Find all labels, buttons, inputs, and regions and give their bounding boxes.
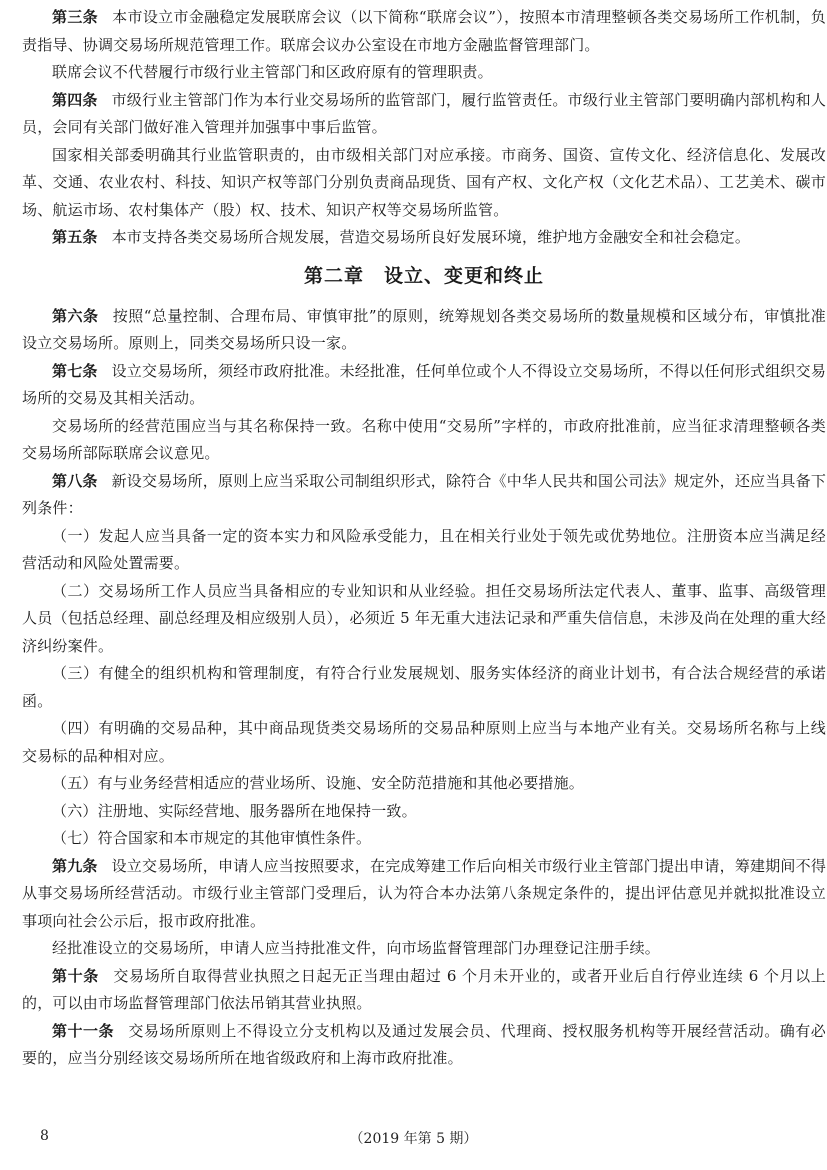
paragraph-text: （七）符合国家和本市规定的其他审慎性条件。 bbox=[52, 829, 372, 847]
article-text: 交易场所原则上不得设立分支机构以及通过发展会员、代理商、授权服务机构等开展经营活动。确有必要的，应当分别经该交易场所所在地省级政府和上海市政府批准。 bbox=[22, 1021, 826, 1067]
issue-label: （2019 年第 5 期） bbox=[349, 1131, 478, 1147]
article-text: 新设交易场所，原则上应当采取公司制组织形式，除符合《中华人民共和国公司法》规定外，还应当具备下列条件： bbox=[22, 471, 827, 517]
paragraph bbox=[22, 59, 826, 87]
article-3 bbox=[22, 4, 826, 59]
article-label: 第十条 bbox=[52, 966, 99, 985]
article-text: 本市支持各类交易场所合规发展，营造交易场所良好发展环境，维护地方金融安全和社会稳定。 bbox=[111, 228, 751, 246]
article-text: 设立交易场所，须经市政府批准。未经批准，任何单位或个人不得设立交易场所，不得以任何形式组织交易场所的交易及其相关活动。 bbox=[22, 361, 827, 407]
paragraph-text: （二）交易场所工作人员应当具备相应的专业知识和从业经验。担任交易场所法定代表人、董事、监事、高级管理人员（包括总经理、副总经理及相应级别人员），必须近 5 年无重大违法记录和严重失信信息，未涉及尚在处理的重大经济纠纷案件。 bbox=[22, 581, 826, 655]
article-11 bbox=[22, 1018, 826, 1073]
paragraph-text: （六）注册地、实际经营地、服务器所在地保持一致。 bbox=[52, 801, 417, 820]
article-4 bbox=[22, 87, 826, 142]
article-label: 第七条 bbox=[52, 361, 98, 380]
condition-item bbox=[22, 770, 826, 798]
article-6 bbox=[22, 303, 826, 358]
article-label: 第八条 bbox=[52, 471, 98, 490]
page-number: 8 bbox=[40, 1128, 49, 1144]
condition-item bbox=[22, 798, 826, 826]
article-text: 设立交易场所，申请人应当按照要求，在完成筹建工作后向相关市级行业主管部门提出申请，筹建期间不得从事交易场所经营活动。市级行业主管部门受理后，认为符合本办法第八条规定条件的，提出评估意见并就拟批准设立事项向社会公示后，报市政府批准。 bbox=[22, 856, 827, 930]
condition-item bbox=[22, 715, 826, 770]
article-label: 第五条 bbox=[52, 228, 98, 246]
paragraph-text: 国家相关部委明确其行业监管职责的，由市级相关部门对应承接。市商务、国资、宣传文化、经济信息化、发展改革、交通、农业农村、科技、知识产权等部门分别负责商品现货、国有产权、文化产权（文化艺术品）、工艺美术、碳市场、航运市场、农村集体产（股）权、技术、知识产权等交易场所监管。 bbox=[22, 145, 826, 219]
article-label: 第三条 bbox=[52, 8, 99, 26]
article-label: 第九条 bbox=[52, 856, 98, 875]
article-9 bbox=[22, 853, 826, 936]
condition-item bbox=[22, 660, 826, 715]
paragraph-text: 经批准设立的交易场所，申请人应当持批准文件，向市场监督管理部门办理登记注册手续。 bbox=[52, 939, 661, 957]
paragraph-text: （五）有与业务经营相适应的营业场所、设施、安全防范措施和其他必要措施。 bbox=[52, 774, 585, 792]
page-footer bbox=[0, 1128, 827, 1152]
paragraph-text: （三）有健全的组织机构和管理制度，有符合行业发展规划、服务实体经济的商业计划书，有合法合规经营的承诺函。 bbox=[22, 664, 826, 710]
paragraph-text: （一）发起人应当具备一定的资本实力和风险承受能力，且在相关行业处于领先或优势地位。注册资本应当满足经营活动和风险处置需要。 bbox=[22, 526, 826, 572]
article-text: 市级行业主管部门作为本行业交易场所的监管部门，履行监管责任。市级行业主管部门要明确内部机构和人员，会同有关部门做好准入管理并加强事中事后监管。 bbox=[22, 90, 827, 136]
paragraph bbox=[22, 413, 826, 468]
paragraph bbox=[22, 142, 826, 225]
condition-item bbox=[22, 578, 826, 661]
article-text: 交易场所自取得营业执照之日起无正当理由超过 6 个月未开业的，或者开业后自行停业连续 6 个月以上的，可以由市场监督管理部门依法吊销其营业执照。 bbox=[22, 966, 826, 1012]
paragraph bbox=[22, 935, 826, 963]
article-label: 第十一条 bbox=[52, 1021, 115, 1040]
article-text: 本市设立市金融稳定发展联席会议（以下简称“联席会议”），按照本市清理整顿各类交易场所工作机制，负责指导、协调交易场所规范管理工作。联席会议办公室设在市地方金融监督管理部门。 bbox=[22, 8, 826, 54]
article-7 bbox=[22, 358, 826, 413]
article-5 bbox=[22, 224, 826, 252]
page-body bbox=[22, 4, 826, 1073]
paragraph-text: 联席会议不代替履行市级行业主管部门和区政府原有的管理职责。 bbox=[52, 63, 493, 81]
paragraph-text: 交易场所的经营范围应当与其名称保持一致。名称中使用“交易所”字样的，市政府批准前，应当征求清理整顿各类交易场所部际联席会议意见。 bbox=[22, 416, 826, 462]
article-8 bbox=[22, 468, 826, 523]
article-10 bbox=[22, 963, 826, 1018]
paragraph-text: （四）有明确的交易品种，其中商品现货类交易场所的交易品种原则上应当与本地产业有关。交易场所名称与上线交易标的品种相对应。 bbox=[22, 719, 826, 765]
chapter-heading: 第二章 设立、变更和终止 bbox=[303, 264, 544, 287]
condition-item bbox=[22, 825, 826, 853]
article-label: 第六条 bbox=[52, 306, 99, 325]
article-label: 第四条 bbox=[52, 90, 98, 109]
condition-item bbox=[22, 523, 826, 578]
article-text: 按照“总量控制、合理布局、审慎审批”的原则，统筹规划各类交易场所的数量规模和区域分布，审慎批准设立交易场所。原则上，同类交易场所只设一家。 bbox=[22, 306, 826, 352]
